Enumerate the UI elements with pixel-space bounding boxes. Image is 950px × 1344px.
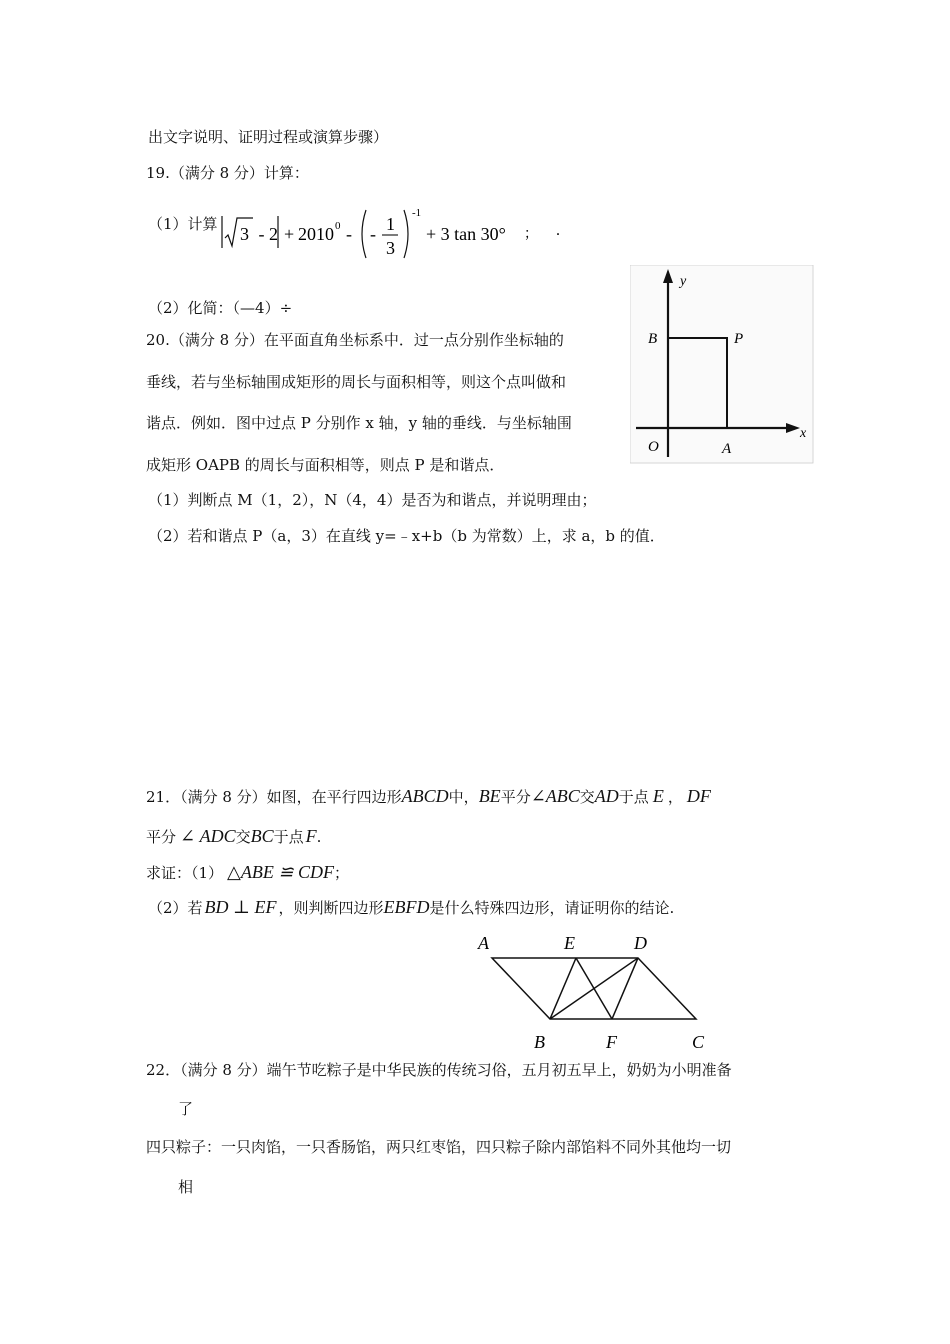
label-a: A bbox=[722, 441, 732, 457]
label-x: x bbox=[800, 426, 807, 441]
q20-part1: （1）判断点 M（1，2），N（4，4）是否为和谐点，并说明理由； bbox=[148, 491, 597, 509]
label-a: A bbox=[478, 933, 489, 953]
exponent-neg-one: -1 bbox=[412, 207, 422, 219]
label-f: F bbox=[606, 1032, 617, 1052]
congruence: △ABE ≌ CDF bbox=[227, 862, 334, 882]
label-o: O bbox=[648, 439, 659, 455]
intro-line: 出文字说明、证明过程或演算步骤） bbox=[148, 128, 389, 146]
point-e: E bbox=[652, 786, 664, 806]
q20-part2: （2）若和谐点 P（a，3）在直线 y=﹣x+b（b 为常数）上，求 a，b 的值． bbox=[148, 527, 665, 545]
q21-parallelogram-figure bbox=[470, 930, 730, 1055]
angle-adc: ∠ ADC bbox=[180, 826, 236, 846]
bc: BC bbox=[250, 826, 274, 846]
abcd: ABCD bbox=[401, 786, 449, 806]
segment-ef bbox=[576, 958, 612, 1019]
figure-frame bbox=[630, 265, 813, 463]
ad: AD bbox=[594, 786, 619, 806]
q20-coordinate-figure bbox=[630, 265, 815, 465]
fraction-numerator: 1 bbox=[386, 214, 395, 234]
q20-line2: 垂线，若与坐标轴围成矩形的周长与面积相等，则这个点叫做和 bbox=[146, 373, 567, 391]
plus-sign: + bbox=[284, 224, 295, 244]
q19-expression bbox=[220, 204, 620, 264]
q20-line1: 20.（满分 8 分）在平面直角坐标系中．过一点分别作坐标轴的 bbox=[146, 331, 564, 349]
exponent-zero: 0 bbox=[335, 220, 341, 232]
label-p: P bbox=[734, 331, 744, 347]
q20-line4: 成矩形 OAPB 的周长与面积相等，则点 P 是和谐点． bbox=[146, 456, 505, 474]
minus-sign: - bbox=[346, 224, 352, 244]
q22-line2-continued: 相 bbox=[178, 1178, 194, 1196]
q19-part1 bbox=[148, 204, 588, 264]
sqrt-radicand: 3 bbox=[240, 224, 249, 244]
negative-sign: - bbox=[370, 224, 376, 244]
q19-part2: （2）化简：（—4）÷ bbox=[148, 299, 293, 317]
q21-line1: 21．（满分 8 分）如图，在平行四边形ABCD中，BE平分∠ABC交AD于点 E ， DF bbox=[146, 786, 711, 806]
angle-abc: ∠ABC bbox=[530, 786, 580, 806]
be: BE bbox=[478, 786, 501, 806]
q21-line2: 平分 ∠ ADC交BC于点 F. bbox=[146, 826, 322, 846]
q19-title: 19.（满分 8 分）计算： bbox=[146, 164, 309, 182]
paren-right bbox=[404, 210, 408, 258]
label-b: B bbox=[648, 331, 658, 347]
fraction-denominator: 3 bbox=[386, 238, 395, 258]
ebfd: EBFD bbox=[383, 897, 430, 917]
q22-line2: 四只粽子：一只肉馅，一只香肠馅，两只红枣馅，四只粽子除内部馅料不同外其他均一切 bbox=[146, 1138, 732, 1156]
q22-line1: 22．（满分 8 分）端午节吃粽子是中华民族的传统习俗，五月初五早上，奶奶为小明准备 bbox=[146, 1061, 732, 1079]
minus-two: - 2 bbox=[254, 224, 278, 244]
trailing-dot: . bbox=[556, 222, 560, 239]
q19-part1-label: （1）计算 bbox=[148, 215, 218, 233]
q22-line1-continued: 了 bbox=[178, 1100, 194, 1118]
q20-line3: 谐点．例如．图中过点 P 分别作 x 轴，y 轴的垂线．与坐标轴围 bbox=[146, 414, 572, 432]
label-d: D bbox=[634, 933, 647, 953]
df: DF bbox=[686, 786, 711, 806]
bd-perp-ef: BD ⊥ EF bbox=[204, 897, 277, 917]
q21-proof: 求证：（1） △ABE ≌ CDF； bbox=[146, 862, 349, 882]
q21-part2: （2）若 BD ⊥ EF ，则判断四边形EBFD是什么特殊四边形，请证明你的结论. bbox=[148, 897, 675, 917]
year-term: 2010 bbox=[298, 224, 334, 244]
label-y: y bbox=[680, 274, 687, 289]
semicolon: ； bbox=[524, 227, 538, 242]
label-b: B bbox=[534, 1032, 545, 1052]
label-e: E bbox=[564, 933, 575, 953]
tan-term: + 3 tan 30° bbox=[426, 224, 506, 244]
paren-left bbox=[362, 210, 366, 258]
point-f: F bbox=[305, 826, 317, 846]
label-c: C bbox=[692, 1032, 705, 1052]
